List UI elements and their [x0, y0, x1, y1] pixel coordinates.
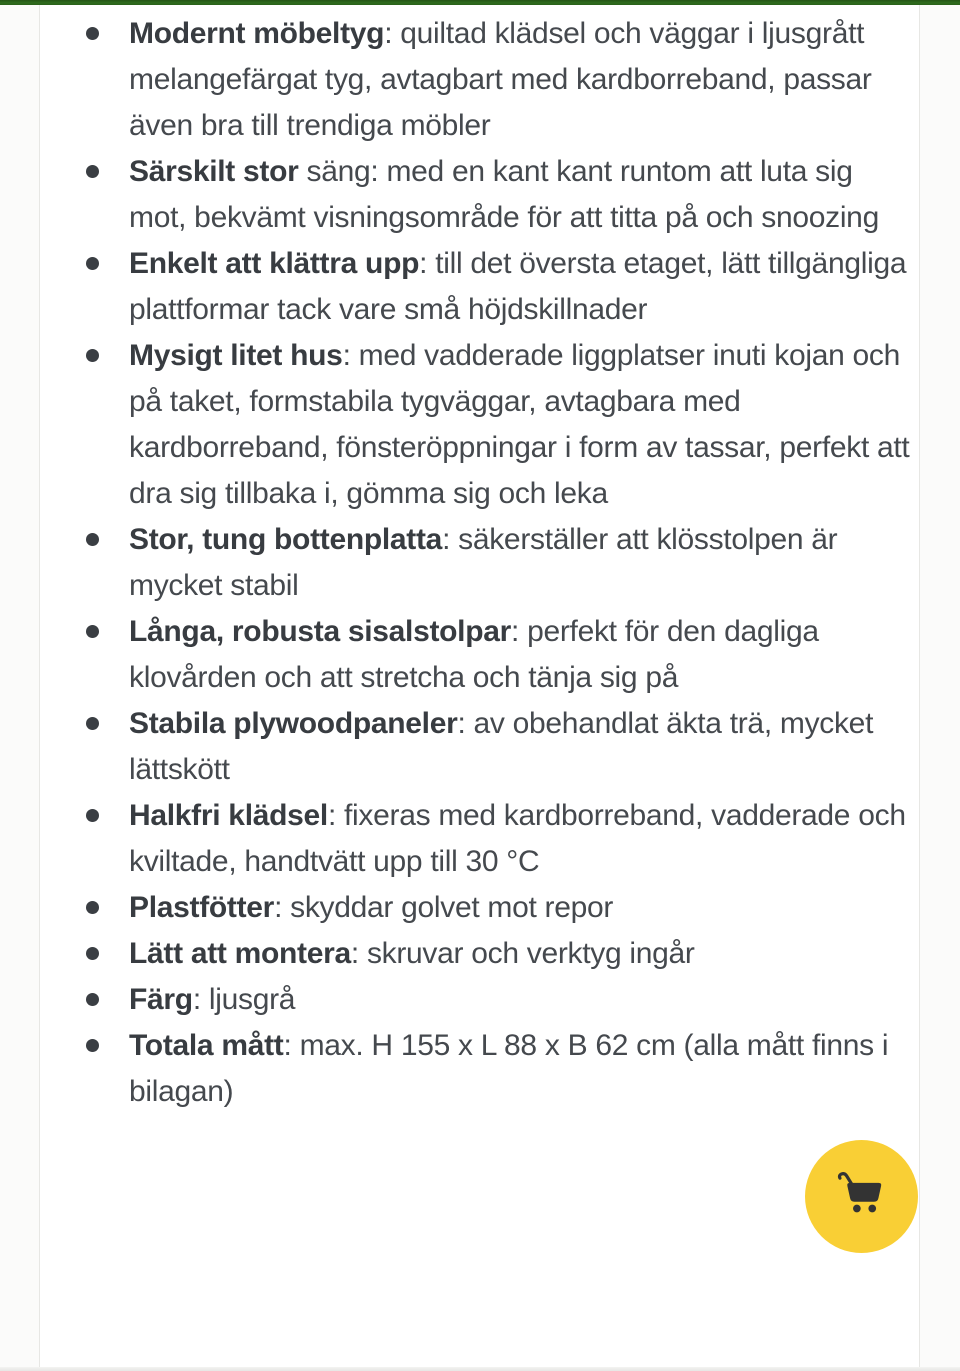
bullet-icon — [86, 349, 99, 362]
feature-text: : max. H 155 x L 88 x B 62 cm (alla mått finns i bilagan) — [129, 1029, 889, 1108]
shopping-cart-icon — [830, 1165, 894, 1229]
feature-text: : skyddar golvet mot repor — [274, 891, 614, 924]
feature-text: : ljusgrå — [192, 983, 296, 1016]
list-item — [40, 333, 911, 517]
list-item — [40, 11, 911, 149]
add-to-cart-button[interactable] — [805, 1140, 918, 1253]
feature-term: Totala mått — [129, 1029, 284, 1062]
feature-term: Stor, tung bottenplatta — [129, 523, 443, 556]
list-item — [40, 793, 911, 885]
feature-text: : perfekt för den dagliga klovården och att stretcha och tänja sig på — [129, 615, 819, 694]
list-item — [40, 609, 911, 701]
list-item — [40, 149, 911, 241]
feature-term: Färg — [129, 983, 193, 1016]
feature-text: : fixeras med kardborreband, vadderade och kviltade, handtvätt upp till 30 °C — [129, 799, 906, 878]
feature-term: Långa, robusta sisalstolpar — [129, 615, 512, 648]
top-progress-bar — [0, 0, 960, 5]
bullet-icon — [86, 1039, 99, 1052]
list-item — [40, 701, 911, 793]
feature-term: Halkfri klädsel — [129, 799, 328, 832]
list-item — [40, 885, 911, 931]
list-item — [40, 517, 911, 609]
page-bottom-edge — [0, 1367, 960, 1371]
bullet-icon — [86, 625, 99, 638]
feature-term: Stabila plywoodpaneler — [129, 707, 458, 740]
bullet-icon — [86, 165, 99, 178]
product-feature-list — [40, 5, 919, 1115]
bullet-icon — [86, 533, 99, 546]
list-item — [40, 241, 911, 333]
bullet-icon — [86, 257, 99, 270]
bullet-icon — [86, 901, 99, 914]
feature-term: Enkelt att klättra upp — [129, 247, 420, 280]
feature-text: : säkerställer att klösstolpen är mycket stabil — [129, 523, 838, 602]
bullet-icon — [86, 993, 99, 1006]
feature-term: Plastfötter — [129, 891, 275, 924]
list-item — [40, 931, 911, 977]
list-item — [40, 977, 911, 1023]
feature-term: Mysigt litet hus — [129, 339, 343, 372]
feature-term: Lätt att montera — [129, 937, 351, 970]
feature-text: : skruvar och verktyg ingår — [350, 937, 695, 970]
feature-text: : till det översta etaget, lätt tillgängliga plattformar tack vare små höjdskillnader — [129, 247, 907, 326]
bullet-icon — [86, 27, 99, 40]
bullet-icon — [86, 809, 99, 822]
feature-term: Modernt möbeltyg — [129, 17, 385, 50]
feature-text: säng: med en kant kant runtom att luta sig mot, bekvämt visningsområde för att titta på och snoozing — [129, 155, 879, 234]
feature-text: : med vadderade liggplatser inuti kojan och på taket, formstabila tygväggar, avtagbara med kardborreband, fönsteröppningar i form av tassar, perfekt att dra sig tillbaka i, gömma sig och leka — [129, 339, 910, 510]
bullet-icon — [86, 947, 99, 960]
list-item — [40, 1023, 911, 1115]
product-description-card — [39, 0, 920, 1371]
feature-term: Särskilt stor — [129, 155, 299, 188]
feature-text: : av obehandlat äkta trä, mycket lättskött — [129, 707, 874, 786]
bullet-icon — [86, 717, 99, 730]
feature-text: : quiltad klädsel och väggar i ljusgrått melangefärgat tyg, avtagbart med kardborreband, passar även bra till trendiga möbler — [129, 17, 872, 142]
